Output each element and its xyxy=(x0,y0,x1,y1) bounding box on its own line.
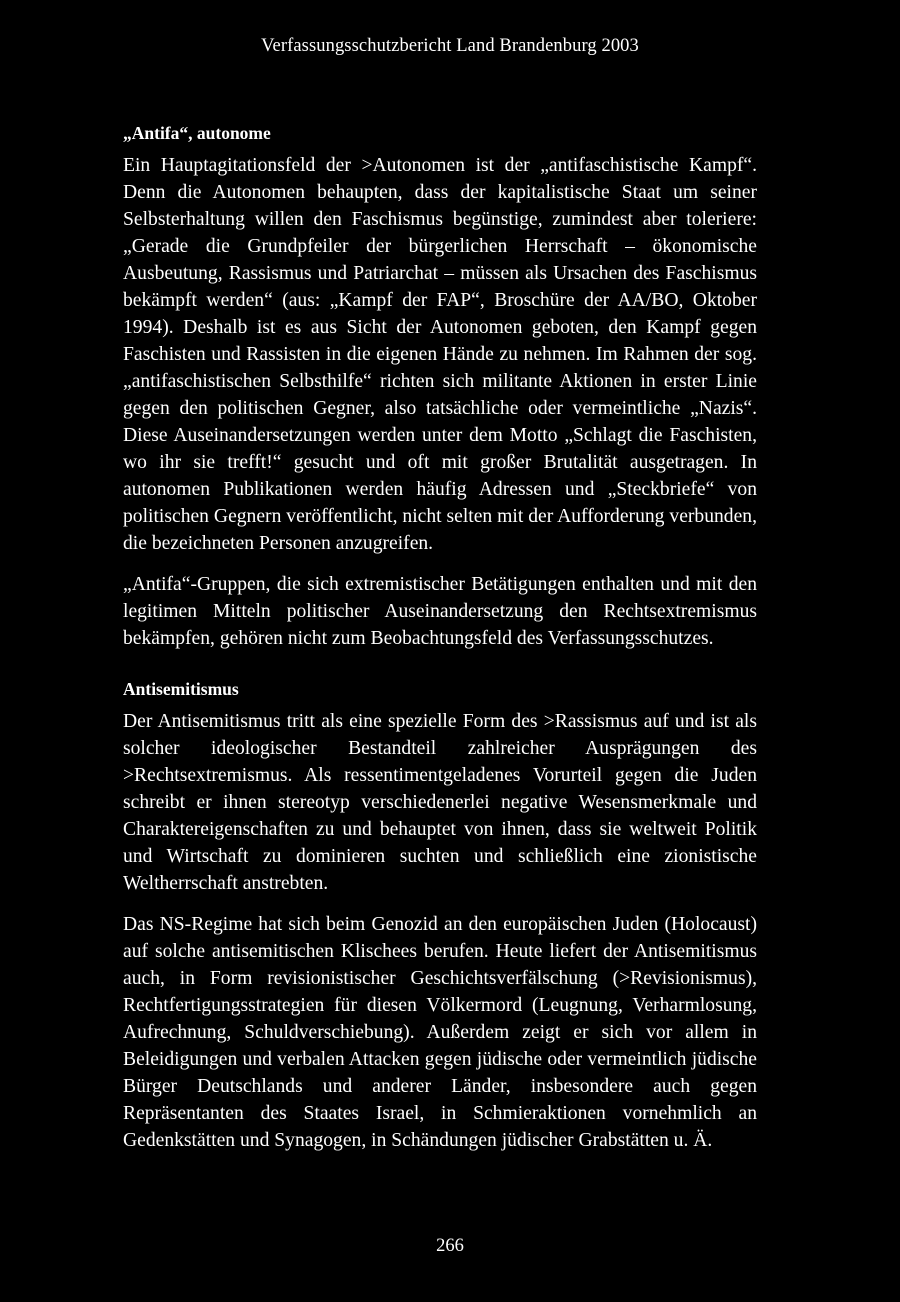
running-header: Verfassungsschutzbericht Land Brandenburg 2003 xyxy=(261,36,639,56)
paragraph-antisemitismus-2: Das NS-Regime hat sich beim Genozid an den europäischen Juden (Holocaust) auf solche antisemitischen Klischees berufen. Heute liefert der Antisemitismus auch, in Form revisionistischer Geschichtsverfälschung (>Revisionismus), Rechtfertigungsstrategien für diesen Völkermord (Leugnung, Verharmlosung, Aufrechnung, Schuldverschiebung). Außerdem zeigt er sich vor allem in Beleidigungen und verbalen Attacken gegen jüdische oder vermeintlich jüdische Bürger Deutschlands und anderer Länder, insbesondere auch gegen Repräsentanten des Staates Israel, in Schmieraktionen vornehmlich an Gedenkstätten und Synagogen, in Schändungen jüdischer Grabstätten u. Ä. xyxy=(123,914,757,1151)
section-heading-antisemitismus: Antisemitismus xyxy=(123,679,239,699)
page-number: 266 xyxy=(436,1236,464,1256)
paragraph-antisemitismus-1: Der Antisemitismus tritt als eine spezielle Form des >Rassismus auf und ist als solcher ideologischer Bestandteil zahlreicher Ausprägungen des >Rechtsextremismus. Als ressentimentgeladenes Vorurteil gegen die Juden schreibt er ihnen stereotyp verschiedenerlei negative Wesensmerkmale und Charaktereigenschaften zu und behauptet von ihnen, dass sie weltweit Politik und Wirtschaft zu dominieren suchten und schließlich eine zionistische Weltherrschaft anstrebten. xyxy=(123,711,757,894)
paragraph-antifa-1: Ein Hauptagitationsfeld der >Autonomen ist der „antifaschistische Kampf“. Denn die Autonomen behaupten, dass der kapitalistische Staat um seiner Selbsterhaltung willen den Faschismus begünstige, zumindest aber toleriere: „Gerade die Grundpfeiler der bürgerlichen Herrschaft – ökonomische Ausbeutung, Rassismus und Patriarchat – müssen als Ursachen des Faschismus bekämpft werden“ (aus: „Kampf der FAP“, Broschüre der AA/BO, Oktober 1994). Deshalb ist es aus Sicht der Autonomen geboten, den Kampf gegen Faschisten und Rassisten in die eigenen Hände zu nehmen. Im Rahmen der sog. „antifaschistischen Selbsthilfe“ richten sich militante Aktionen in erster Linie gegen den politischen Gegner, also tatsächliche oder vermeintliche „Nazis“. Diese Auseinandersetzungen werden unter dem Motto „Schlagt die Faschisten, wo ihr sie trefft!“ gesucht und oft mit großer Brutalität ausgetragen. In autonomen Publikationen werden häufig Adressen und „Steckbriefe“ von politischen Gegnern veröffentlicht, nicht selten mit der Aufforderung verbunden, die bezeichneten Personen anzugreifen. xyxy=(123,155,757,554)
section-heading-antifa: „Antifa“, autonome xyxy=(123,123,271,143)
paragraph-antifa-2: „Antifa“-Gruppen, die sich extremistischer Betätigungen enthalten und mit den legitimen Mitteln politischer Auseinandersetzung den Rechtsextremismus bekämpfen, gehören nicht zum Beobachtungsfeld des Verfassungsschutzes. xyxy=(123,574,757,649)
document-body xyxy=(123,122,757,1168)
